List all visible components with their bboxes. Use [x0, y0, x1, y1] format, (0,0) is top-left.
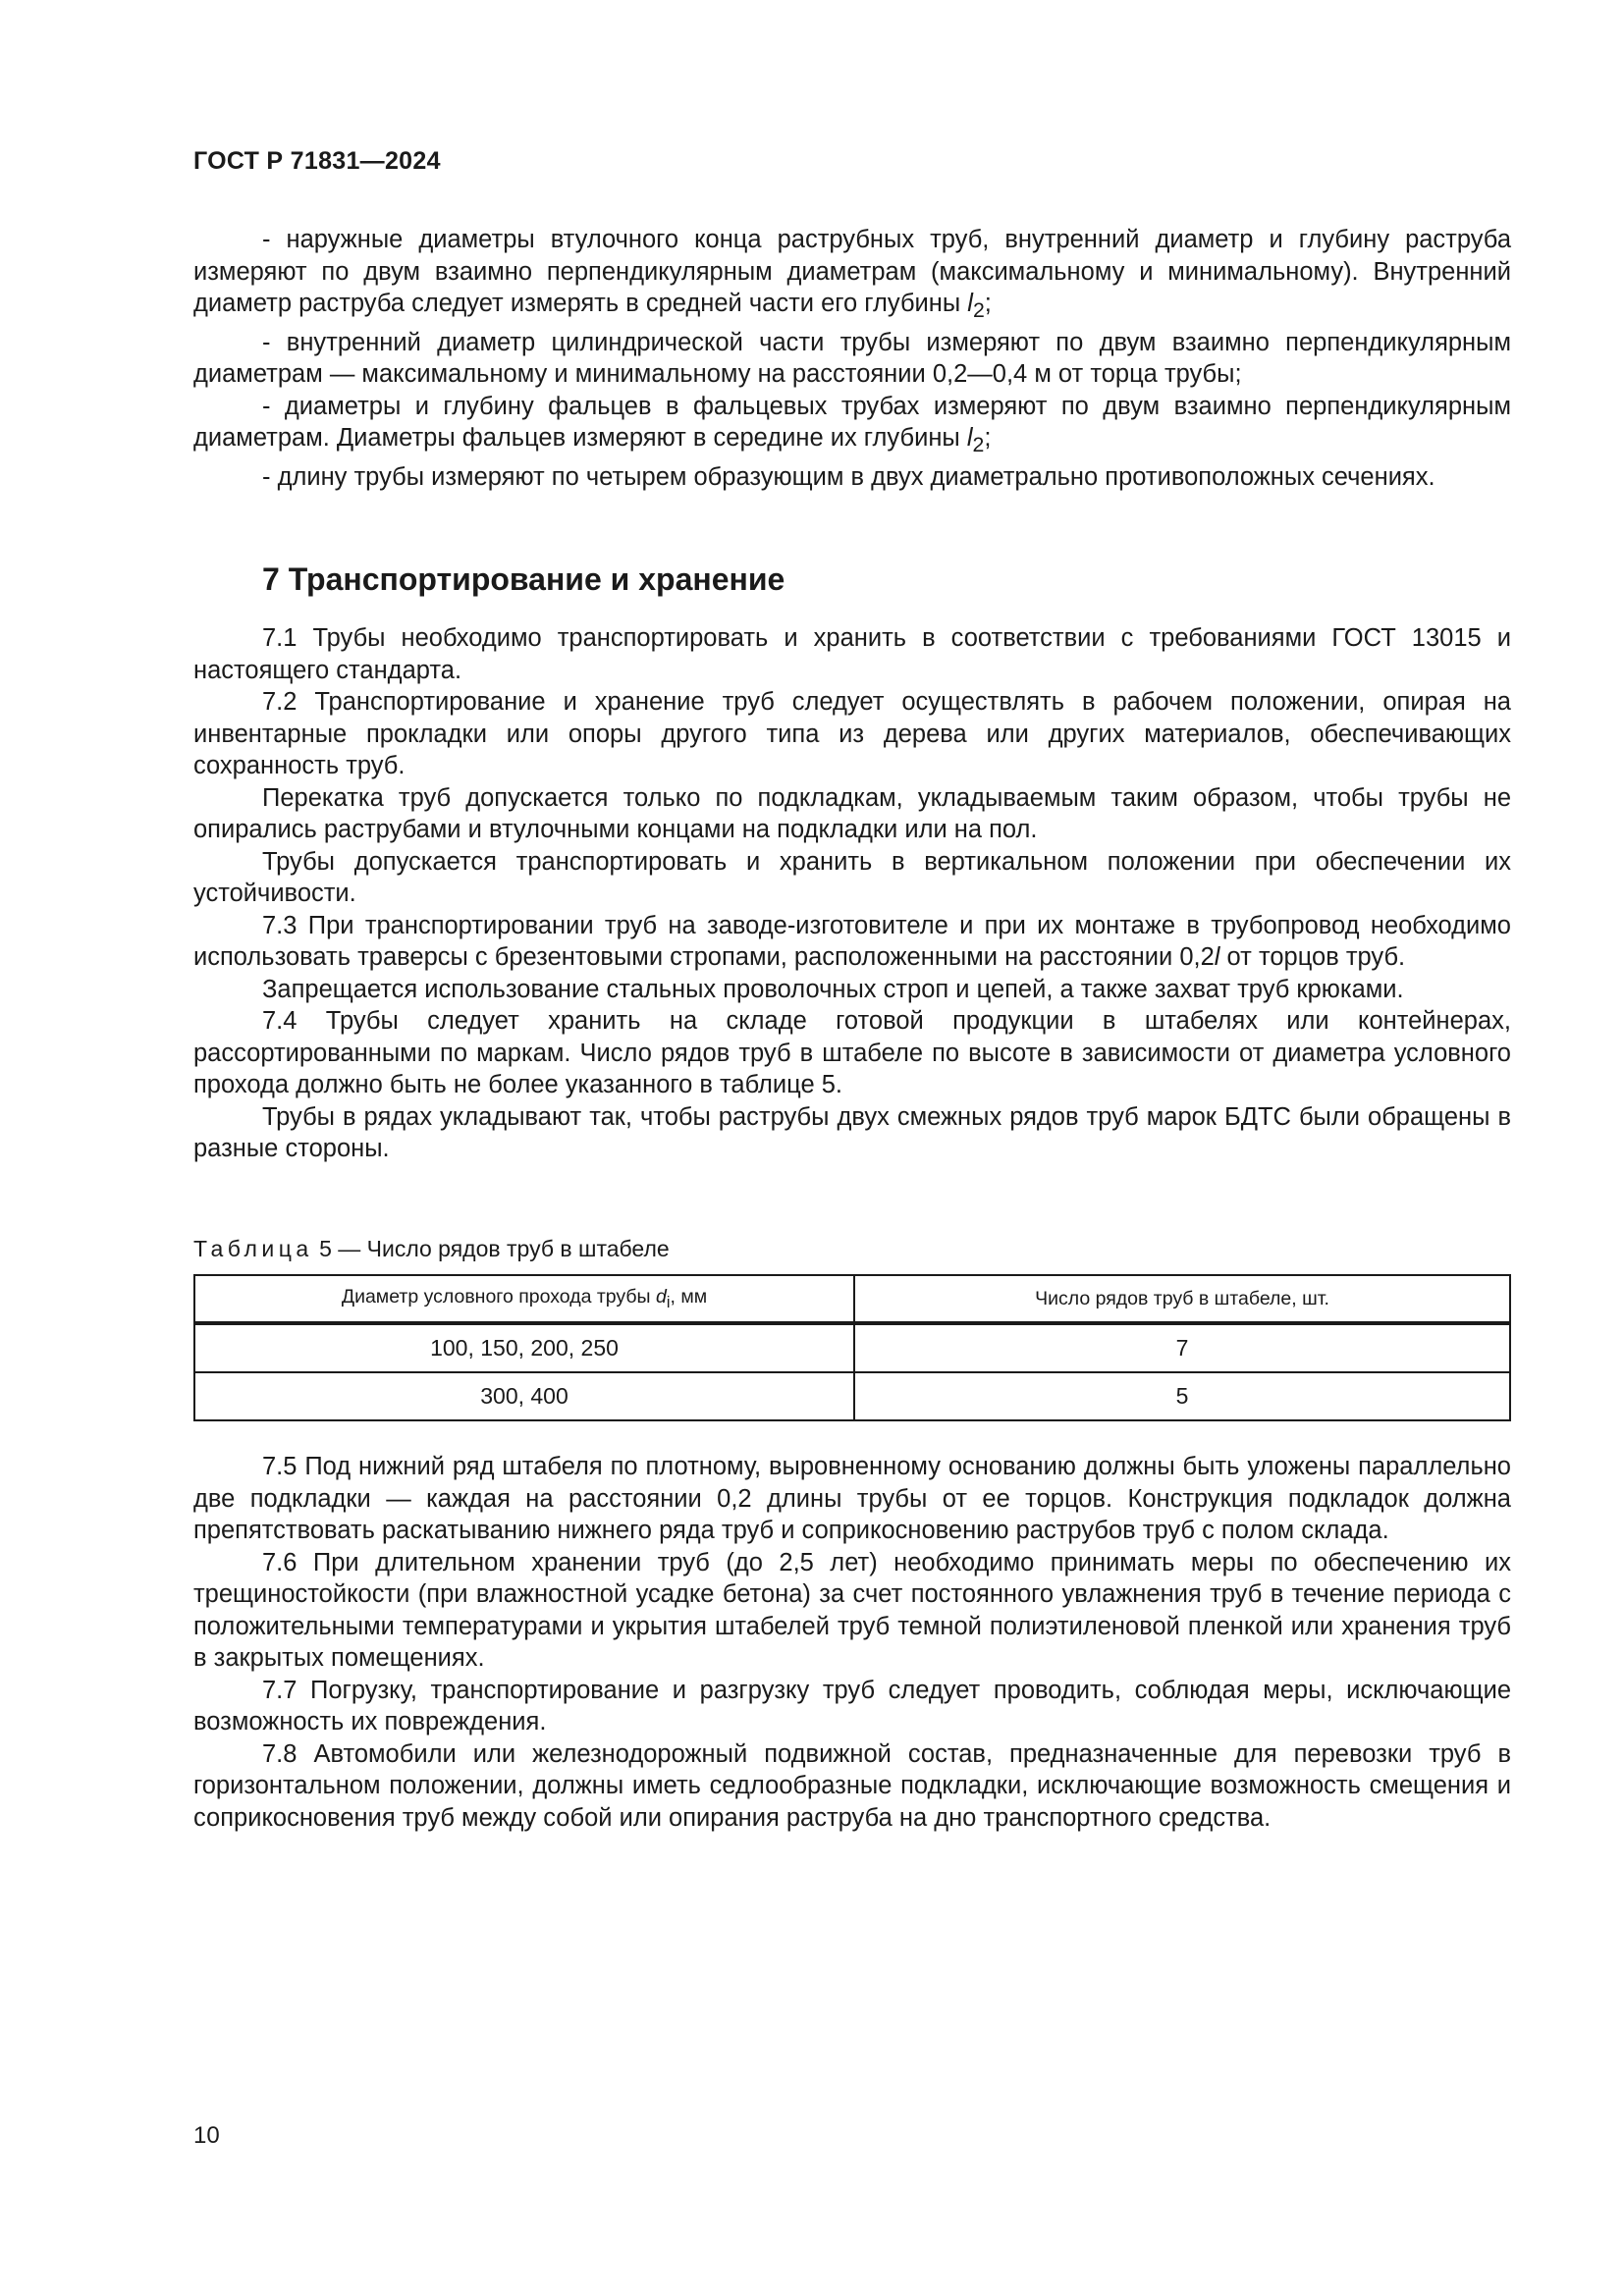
column-header-diameter: Диаметр условного прохода трубы $d_i$, мм [194, 1275, 854, 1323]
cell-diameter: 300, 400 [194, 1372, 854, 1420]
document-header: ГОСТ Р 71831—2024 [193, 147, 441, 175]
paragraph-7-3: 7.3 При транспортировании труб на заводе-изготовителе и при их монтаже в трубопровод необходимо использовать траверсы с брезентовыми стропами, расположенными на расстоянии 0,2l от торцов труб. [193, 911, 1511, 971]
table-caption: Таблица 5 — Число рядов труб в штабеле [193, 1236, 670, 1261]
paragraph-7-2: 7.2 Транспортирование и хранение труб следует осуществлять в рабочем положении, опирая на инвентарные прокладки или опоры другого типа из дерева или других материалов, обеспечивающих сохранность труб. [193, 688, 1511, 779]
section-title: 7 Транспортирование и хранение [262, 561, 785, 597]
paragraph-7-7: 7.7 Погрузку, транспортирование и разгрузку труб следует проводить, соблюдая меры, исключающие возможность их повреждения. [193, 1676, 1511, 1735]
column-header-rows-count: Число рядов труб в штабеле, шт. [854, 1275, 1510, 1323]
section-body [193, 622, 1511, 1165]
table-5 [193, 1274, 1511, 1421]
table-row [194, 1323, 1510, 1372]
paragraph-7-4: 7.4 Трубы следует хранить на складе готовой продукции в штабелях или контейнерах, рассортированными по маркам. Число рядов труб в штабеле по высоте в зависимости от диаметра условного прохода должно быть не более указанного в таблице 5. [193, 1007, 1511, 1098]
cell-diameter: 100, 150, 200, 250 [194, 1323, 854, 1372]
measurement-item-2: - внутренний диаметр цилиндрической части трубы измеряют по двум взаимно перпендикулярным диаметрам — максимальному и минимальному на расстоянии 0,2—0,4 м от торца трубы; [193, 328, 1511, 389]
measurement-list [193, 224, 1511, 493]
paragraph-7-5: 7.5 Под нижний ряд штабеля по плотному, выровненному основанию должны быть уложены параллельно две подкладки — каждая на расстоянии 0,2 длины трубы от ее торцов. Конструкция подкладок должна препятствовать раскатыванию нижнего ряда труб и соприкосновению раструбов труб с полом склада. [193, 1453, 1511, 1544]
post-table-body [193, 1451, 1511, 1834]
paragraph-7-8: 7.8 Автомобили или железнодорожный подвижной состав, предназначенные для перевозки труб в горизонтальном положении, должны иметь седлообразные подкладки, исключающие возможность смещения и соприкосновения труб между собой или опирания раструба на дно транспортного средства. [193, 1739, 1511, 1832]
paragraph-7-6: 7.6 При длительном хранении труб (до 2,5 лет) необходимо принимать меры по обеспечению их трещиностойкости (при влажностной усадке бетона) за счет постоянного увлажнения труб в течение периода с положительными температурами и укрытия штабелей труб темной полиэтиленовой пленкой или хранения труб в закрытых помещениях. [193, 1548, 1511, 1672]
paragraph-7-2-vertical: Трубы допускается транспортировать и хранить в вертикальном положении при обеспечении их устойчивости. [193, 847, 1511, 907]
table-header-row [194, 1275, 1510, 1323]
paragraph-7-2-rolling: Перекатка труб допускается только по подкладкам, укладываемым таким образом, чтобы трубы не опирались раструбами и втулочными концами на подкладки или на пол. [193, 783, 1511, 843]
paragraph-7-3-prohibition: Запрещается использование стальных проволочных строп и цепей, а также захват труб крюками. [262, 975, 1404, 1003]
measurement-item-1: - наружные диаметры втулочного конца раструбных труб, внутренний диаметр и глубину раструба измеряют по двум взаимно перпендикулярным диаметрам (максимальному и минимальному). Внутренний диаметр раструба следует измерять в средней части его глубины $l_2$; [193, 226, 1511, 323]
page-number: 10 [193, 2122, 220, 2149]
cell-count: 5 [854, 1372, 1510, 1420]
paragraph-7-4-stacking: Трубы в рядах укладывают так, чтобы раструбы двух смежных рядов труб марок БДТС были обращены в разные стороны. [193, 1102, 1511, 1162]
table-row [194, 1372, 1510, 1420]
cell-count: 7 [854, 1323, 1510, 1372]
paragraph-7-1: 7.1 Трубы необходимо транспортировать и хранить в соответствии с требованиями ГОСТ 13015 и настоящего стандарта. [193, 624, 1511, 684]
measurement-item-4: - длину трубы измеряют по четырем образующим в двух диаметрально противоположных сечениях. [262, 462, 1435, 491]
measurement-item-3: - диаметры и глубину фальцев в фальцевых трубах измеряют по двум взаимно перпендикулярным диаметрам. Диаметры фальцев измеряют в середине их глубины $l_2$; [193, 392, 1511, 457]
